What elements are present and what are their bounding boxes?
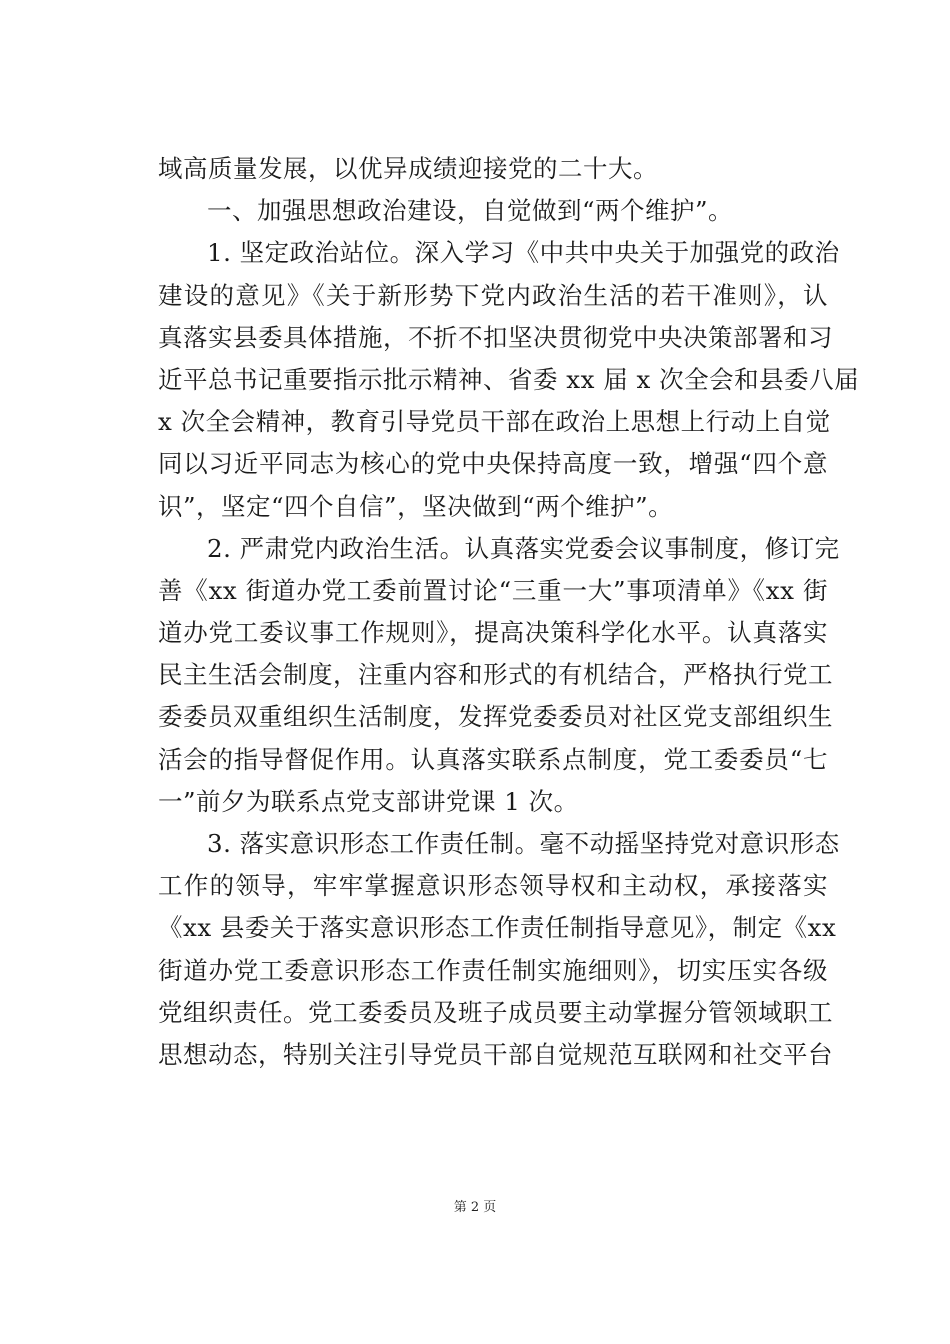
text-line: 《xx 县委关于落实意识形态工作责任制指导意见》，制定《xx: [158, 913, 837, 943]
text-line: 建设的意见》《关于新形势下党内政治生活的若干准则》，认: [158, 280, 828, 310]
document-body: [158, 148, 860, 1076]
text-line: 同以习近平同志为核心的党中央保持高度一致，增强“四个意: [158, 449, 828, 479]
text-line: 街道办党工委意识形态工作责任制实施细则》，切实压实各级: [158, 955, 828, 985]
text-line: 善《xx 街道办党工委前置讨论“三重一大”事项清单》《xx 街: [158, 575, 828, 605]
text-line: 思想动态，特别关注引导党员干部自觉规范互联网和社交平台: [158, 1039, 833, 1069]
text-line: 委委员双重组织生活制度，发挥党委委员对社区党支部组织生: [158, 702, 833, 732]
paragraph-start: 2. 严肃党内政治生活。认真落实党委会议事制度，修订完: [207, 533, 840, 563]
text-line: 工作的领导，牢牢掌握意识形态领导权和主动权，承接落实: [158, 871, 828, 901]
text-line: 道办党工委议事工作规则》，提高决策科学化水平。认真落实: [158, 618, 828, 648]
text-line: 真落实县委具体措施，不折不扣坚决贯彻党中央决策部署和习: [158, 322, 833, 352]
page-number: 第 2 页: [453, 1200, 497, 1215]
section-heading: 一、加强思想政治建设，自觉做到“两个维护”。: [207, 196, 734, 226]
text-line: 域高质量发展，以优异成绩迎接党的二十大。: [158, 154, 658, 183]
paragraph-start: 3. 落实意识形态工作责任制。毫不动摇坚持党对意识形态: [207, 829, 840, 858]
text-line: 党组织责任。党工委委员及班子成员要主动掌握分管领域职工: [158, 997, 833, 1027]
text-line: x 次全会精神，教育引导党员干部在政治上思想上行动上自觉: [158, 407, 831, 437]
text-line: 近平总书记重要指示批示精神、省委 xx 届 x 次全会和县委八届: [158, 364, 860, 394]
text-line: 识”，坚定“四个自信”，坚决做到“两个维护”。: [158, 491, 674, 521]
text-line: 活会的指导督促作用。认真落实联系点制度，党工委委员“七: [158, 744, 828, 774]
paragraph-start: 1. 坚定政治站位。深入学习《中共中央关于加强党的政治: [207, 238, 840, 268]
text-line: 民主生活会制度，注重内容和形式的有机结合，严格执行党工: [158, 660, 833, 690]
text-line: 一”前夕为联系点党支部讲党课 1 次。: [158, 786, 579, 816]
